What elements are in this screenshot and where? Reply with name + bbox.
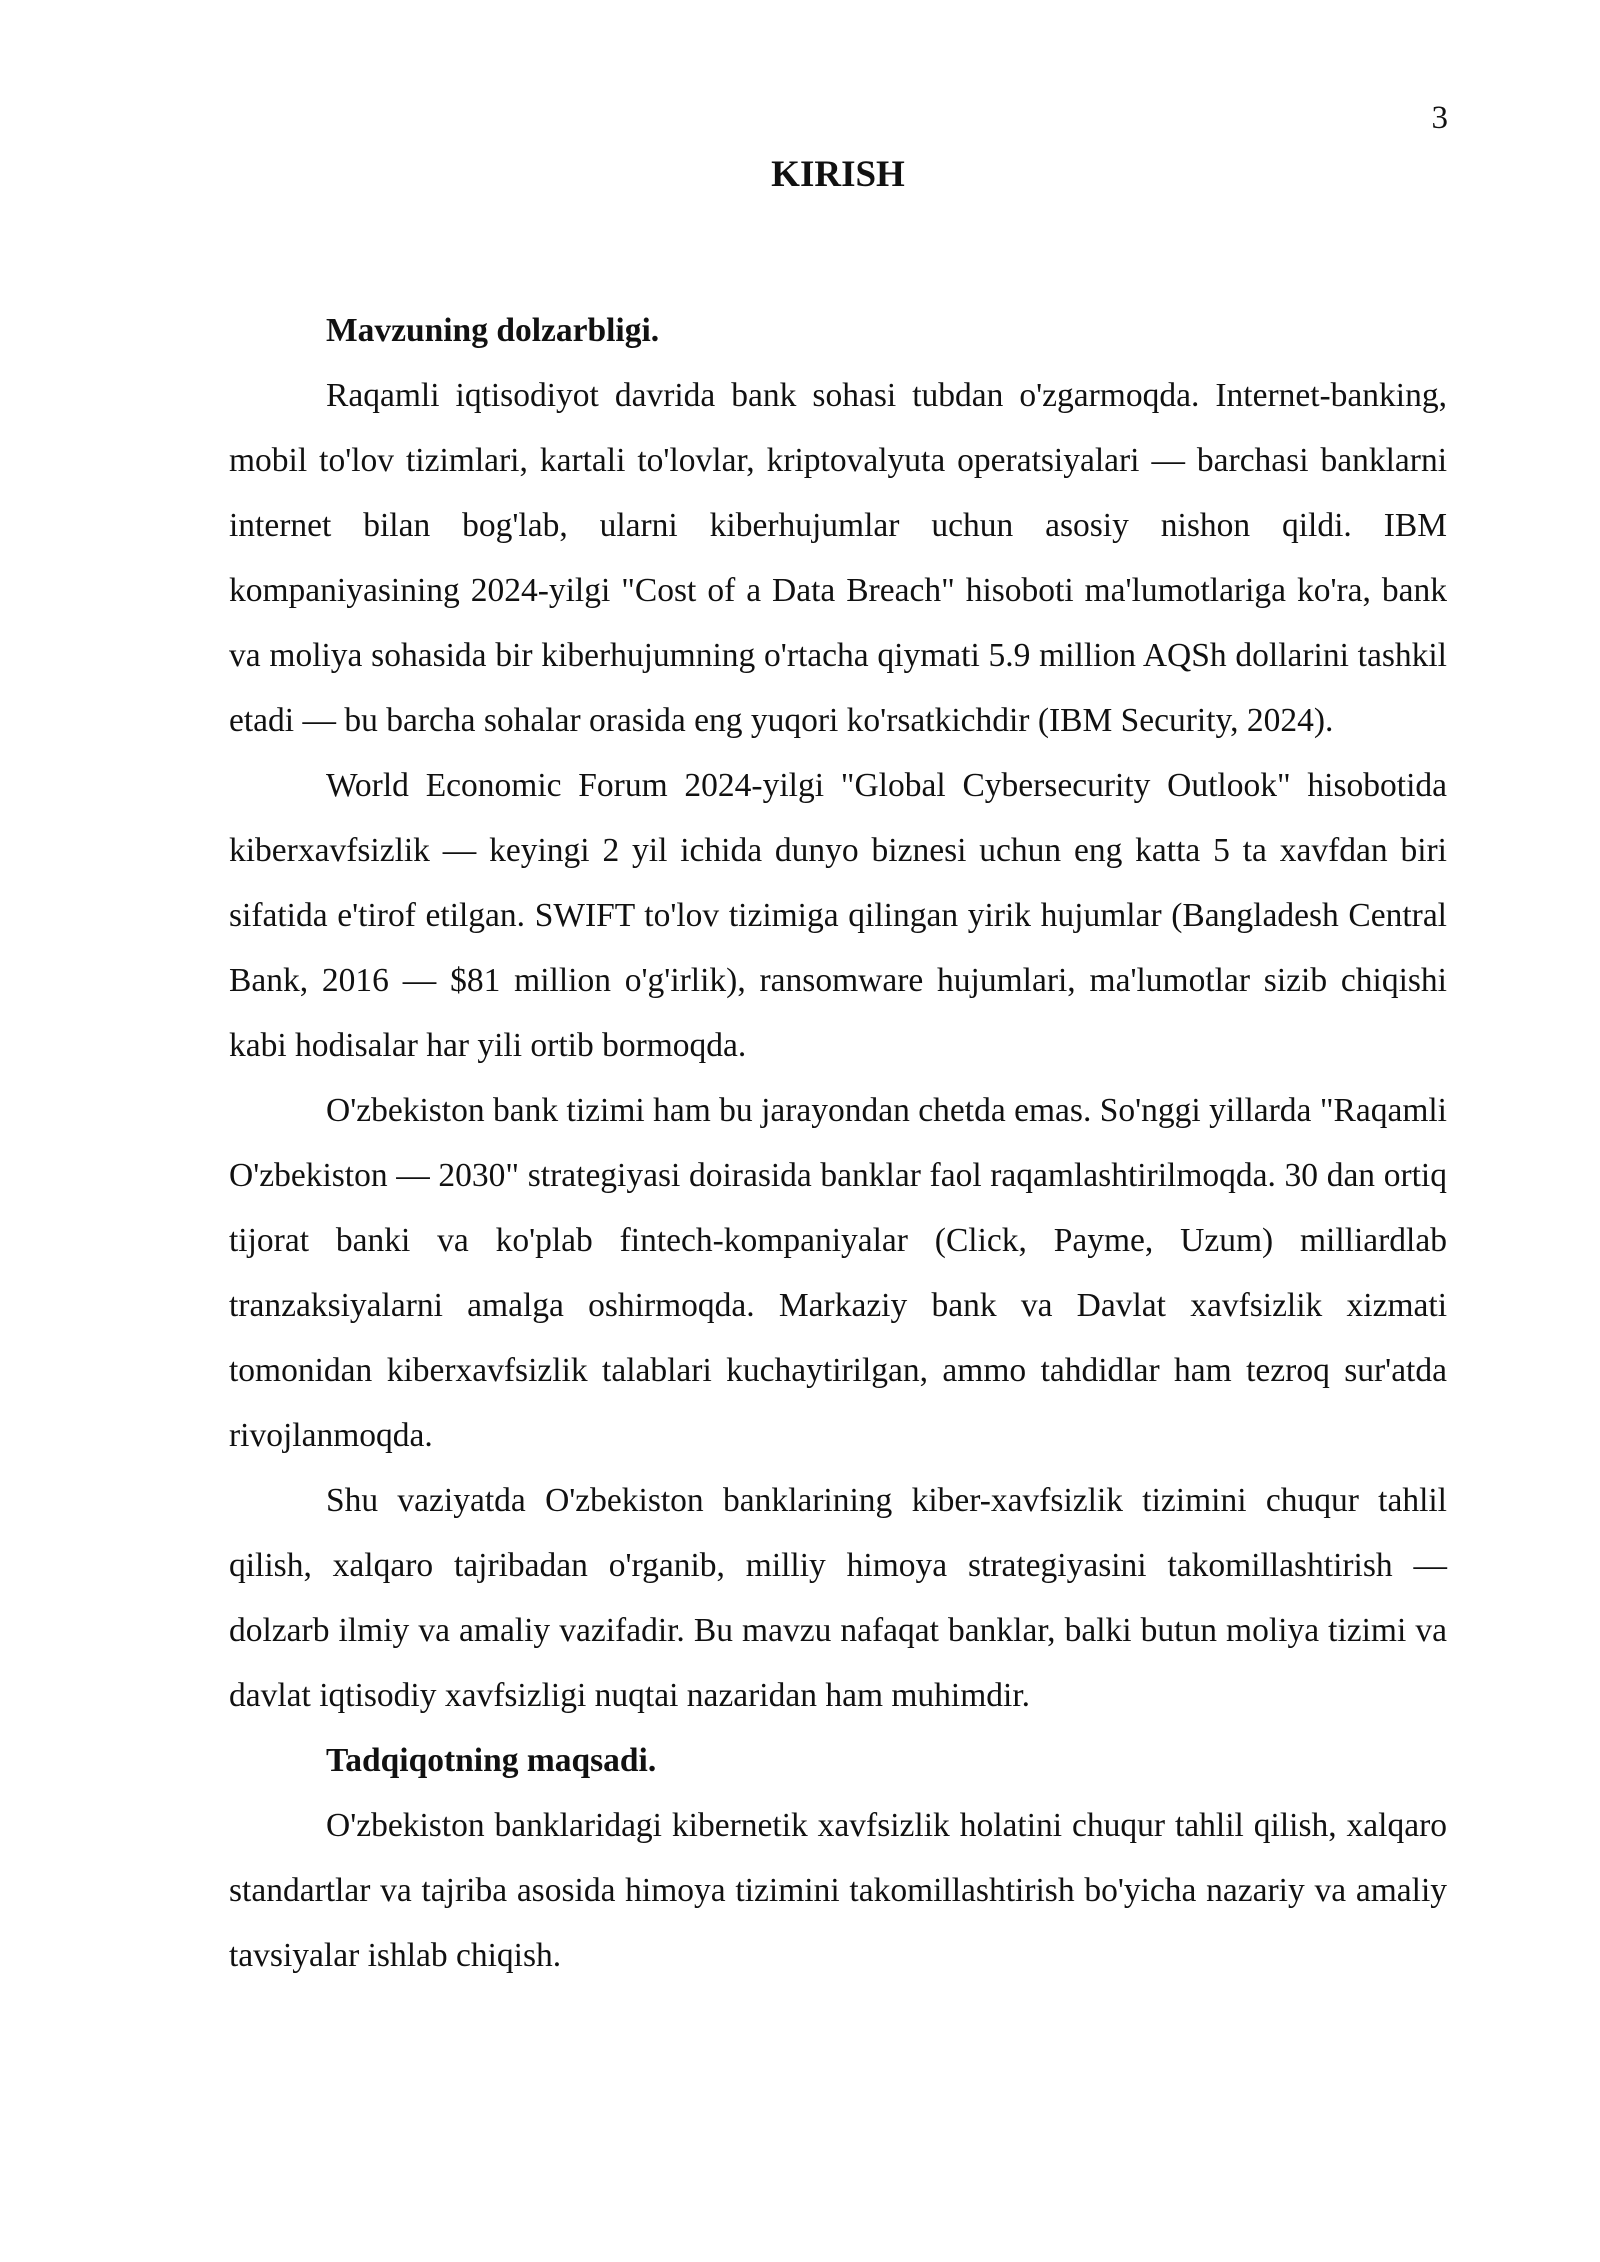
paragraph-relevance-3: O'zbekiston bank tizimi ham bu jarayondan chetda emas. So'nggi yillarda "Raqamli O'zbekiston — 2030" strategiyasi doirasida banklar faol raqamlashtirilmoqda. 30 dan ortiq tijorat banki va ko'plab fintech-kompaniyalar (Click, Payme, Uzum) milliardlab tranzaksiyalarni amalga oshirmoqda. Markaziy bank va Davlat xavfsizlik xizmati tomonidan kiberxavfsizlik talablari kuchaytirilgan, ammo tahdidlar ham tezroq sur'atda rivojlanmoqda. — [229, 1092, 1447, 1454]
paragraph-relevance-4: Shu vaziyatda O'zbekiston banklarining kiber-xavfsizlik tizimini chuqur tahlil qilish, xalqaro tajribadan o'rganib, milliy himoya strategiyasini takomillashtirish — dolzarb ilmiy va amaliy vazifadir. Bu mavzu nafaqat banklar, balki butun moliya tizimi va davlat iqtisodiy xavfsizligi nuqtai nazaridan ham muhimdir. — [229, 1482, 1447, 1714]
paragraph-relevance-2: World Economic Forum 2024-yilgi "Global Cybersecurity Outlook" hisobotida kiberxavfsizlik — keyingi 2 yil ichida dunyo biznesi uchun eng katta 5 ta xavfdan biri sifatida e'tirof etilgan. SWIFT to'lov tizimiga qilingan yirik hujumlar (Bangladesh Central Bank, 2016 — $81 million o'g'irlik), ransomware hujumlari, ma'lumotlar sizib chiqishi kabi hodisalar har yili ortib bormoqda. — [229, 767, 1447, 1064]
paragraph-goal-1: O'zbekiston banklaridagi kibernetik xavfsizlik holatini chuqur tahlil qilish, xalqaro standartlar va tajriba asosida himoya tizimini takomillashtirish bo'yicha nazariy va amaliy tavsiyalar ishlab chiqish. — [229, 1807, 1447, 1974]
body-text — [229, 298, 1447, 1988]
section-heading-goal: Tadqiqotning maqsadi. — [326, 1742, 657, 1779]
page-number: 3 — [1431, 100, 1448, 136]
section-heading-relevance: Mavzuning dolzarbligi. — [326, 312, 660, 349]
page-title: KIRISH — [771, 154, 905, 195]
paragraph-relevance-1: Raqamli iqtisodiyot davrida bank sohasi tubdan o'zgarmoqda. Internet-banking, mobil to'lov tizimlari, kartali to'lovlar, kriptovalyuta operatsiyalari — barchasi banklarni internet bilan bog'lab, ularni kiberhujumlar uchun asosiy nishon qildi. IBM kompaniyasining 2024-yilgi "Cost of a Data Breach" hisoboti ma'lumotlariga ko'ra, bank va moliya sohasida bir kiberhujumning o'rtacha qiymati 5.9 million AQSh dollarini tashkil etadi — bu barcha sohalar orasida eng yuqori ko'rsatkichdir (IBM Security, 2024). — [229, 377, 1447, 739]
